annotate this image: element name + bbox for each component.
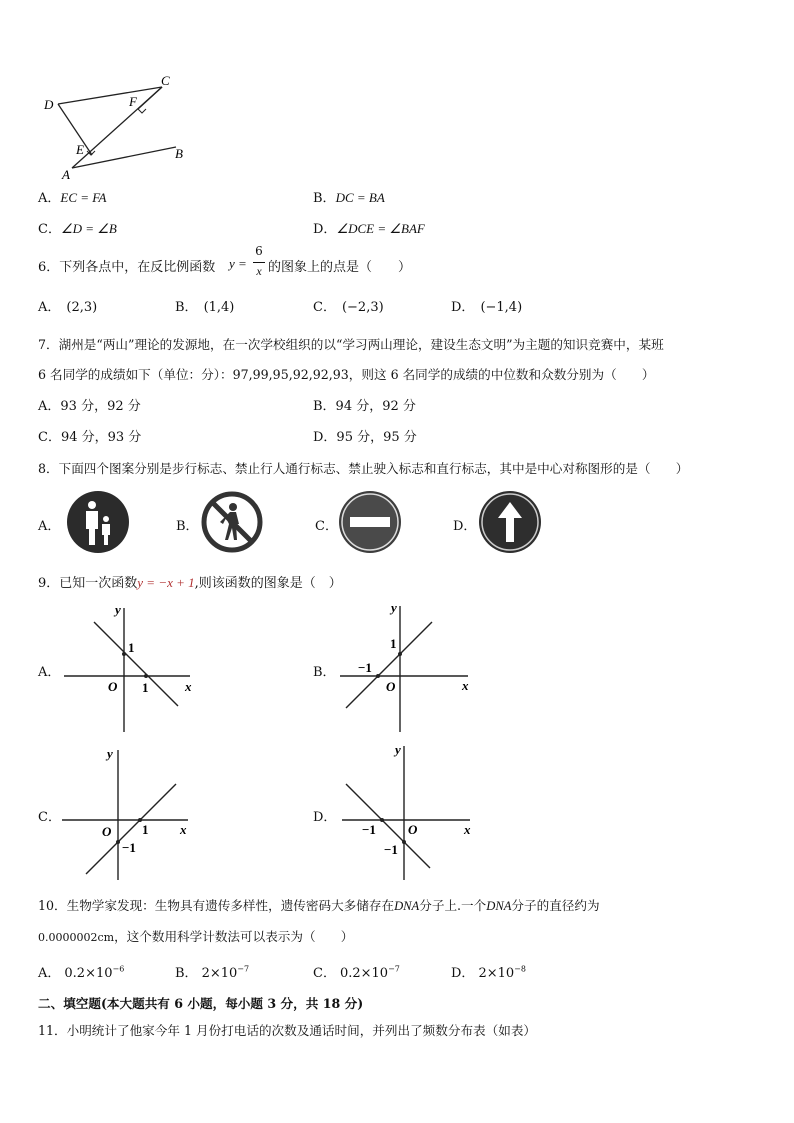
- q8-option-d-label: D．: [453, 519, 477, 534]
- pedestrian-sign-icon: [66, 490, 130, 554]
- q6-stem: 6．下列各点中，在反比例函数: [38, 260, 216, 275]
- svg-text:−1: −1: [384, 842, 398, 857]
- label-a: A: [62, 167, 70, 182]
- q9-graph-a: [60, 600, 200, 738]
- q10-option-c: C． $0.2\times 10^{-7}$: [313, 964, 400, 981]
- q10-option-d: D． $2\times 10^{-8}$: [451, 964, 526, 981]
- label-c: C: [161, 73, 170, 88]
- q5-option-d: D．∠DCE = ∠BAF: [313, 221, 425, 237]
- q6-option-d: D． (−1,4): [451, 300, 523, 315]
- q5-option-c-text: ∠D = ∠B: [60, 221, 117, 236]
- svg-text:1: 1: [142, 680, 149, 695]
- q5-option-d-text: ∠DCE = ∠BAF: [336, 221, 425, 236]
- svg-text:y: y: [115, 602, 121, 617]
- q7-option-c: C．94 分，93 分: [38, 430, 142, 445]
- svg-text:O: O: [108, 679, 118, 694]
- q6-option-a: A． (2,3): [38, 300, 98, 315]
- q7-option-d: D．95 分，95 分: [313, 430, 417, 445]
- label-e: E: [76, 142, 84, 157]
- q9-option-b-label: B．: [313, 665, 336, 680]
- no-entry-sign-icon: [338, 490, 402, 554]
- q9-stem: 9．已知一次函数y = −x + 1,则该函数的图象是（ ）: [38, 575, 342, 591]
- q5-option-b-text: DC = BA: [335, 190, 385, 205]
- q5-option-a-text: EC = FA: [60, 190, 107, 205]
- svg-text:y: y: [395, 742, 401, 757]
- svg-text:O: O: [102, 824, 112, 839]
- svg-text:x: x: [462, 678, 469, 693]
- q8-stem: 8．下面四个图案分别是步行标志、禁止行人通行标志、禁止驶入标志和直行标志，其中是中心对称图形的是（ ）: [38, 461, 689, 476]
- svg-text:−1: −1: [122, 840, 136, 855]
- q6-option-b: B． (1,4): [175, 300, 235, 315]
- q6-option-c: C． (−2,3): [313, 300, 384, 315]
- q6-stem-after: 的图象上的点是（ ）: [268, 260, 412, 275]
- q10-option-b: B． $2\times 10^{-7}$: [175, 964, 250, 981]
- q7-stem-line2: 6 名同学的成绩如下（单位：分）：97,99,95,92,92,93，则这 6 名同学的成绩的中位数和众数分别为（ ）: [38, 367, 655, 382]
- q7-option-b: B．94 分，92 分: [313, 399, 416, 414]
- no-pedestrians-sign-icon: [200, 490, 264, 554]
- q9-graph-d: [338, 742, 478, 884]
- svg-text:x: x: [464, 822, 471, 837]
- svg-text:O: O: [386, 679, 396, 694]
- q5-option-b: B．DC = BA: [313, 190, 385, 206]
- q10-option-a: A． $0.2\times 10^{-6}$: [38, 964, 125, 981]
- q6-func-denominator: x: [256, 264, 262, 278]
- svg-text:−1: −1: [362, 822, 376, 837]
- label-d: D: [44, 97, 54, 112]
- q8-option-a-label: A．: [38, 519, 61, 534]
- q6-fraction-bar: [253, 262, 265, 263]
- q9-option-a-label: A．: [38, 665, 61, 680]
- q9-graph-b: [336, 600, 476, 738]
- straight-ahead-sign-icon: [478, 490, 542, 554]
- q9-func: y = −x + 1: [137, 575, 195, 590]
- q9-option-c-label: C．: [38, 810, 61, 825]
- svg-text:1: 1: [142, 822, 149, 837]
- svg-text:1: 1: [128, 640, 135, 655]
- svg-text:−1: −1: [358, 660, 372, 675]
- q10-stem-line1: 10．生物学家发现：生物具有遗传多样性，遗传密码大多储存在DNA分子上.一个DNA分子的直径约为: [38, 898, 600, 913]
- svg-text:O: O: [408, 822, 418, 837]
- q5-option-c: C．∠D = ∠B: [38, 221, 117, 237]
- section-title-fill-in: 二、填空题(本大题共有 6 小题，每小题 3 分，共 18 分): [38, 996, 364, 1011]
- svg-text:1: 1: [390, 636, 397, 651]
- q7-option-a: A．93 分，92 分: [38, 399, 141, 414]
- q9-graph-c: [58, 742, 198, 884]
- q6-func-numerator: 6: [255, 244, 263, 258]
- svg-text:x: x: [180, 822, 187, 837]
- q8-option-c-label: C．: [315, 519, 338, 534]
- svg-text:y: y: [107, 746, 113, 761]
- parallelogram-figure: [40, 72, 200, 182]
- q10-stem-line2: 0.0000002cm，这个数用科学计数法可以表示为（ ）: [38, 929, 354, 944]
- q9-option-d-label: D．: [313, 810, 337, 825]
- q5-option-a: A．EC = FA: [38, 190, 107, 206]
- svg-text:y: y: [391, 600, 397, 615]
- label-f: F: [129, 94, 137, 109]
- svg-text:x: x: [185, 679, 192, 694]
- label-b: B: [175, 146, 183, 161]
- q11-stem: 11．小明统计了他家今年 1 月份打电话的次数及通话时间，并列出了频数分布表（如表）: [38, 1023, 537, 1038]
- q6-func-lhs: y =: [229, 256, 247, 271]
- q7-stem-line1: 7．湖州是“两山”理论的发源地，在一次学校组织的以“学习两山理论，建设生态文明”为主题的知识竞赛中，某班: [38, 337, 664, 352]
- q8-option-b-label: B．: [176, 519, 199, 534]
